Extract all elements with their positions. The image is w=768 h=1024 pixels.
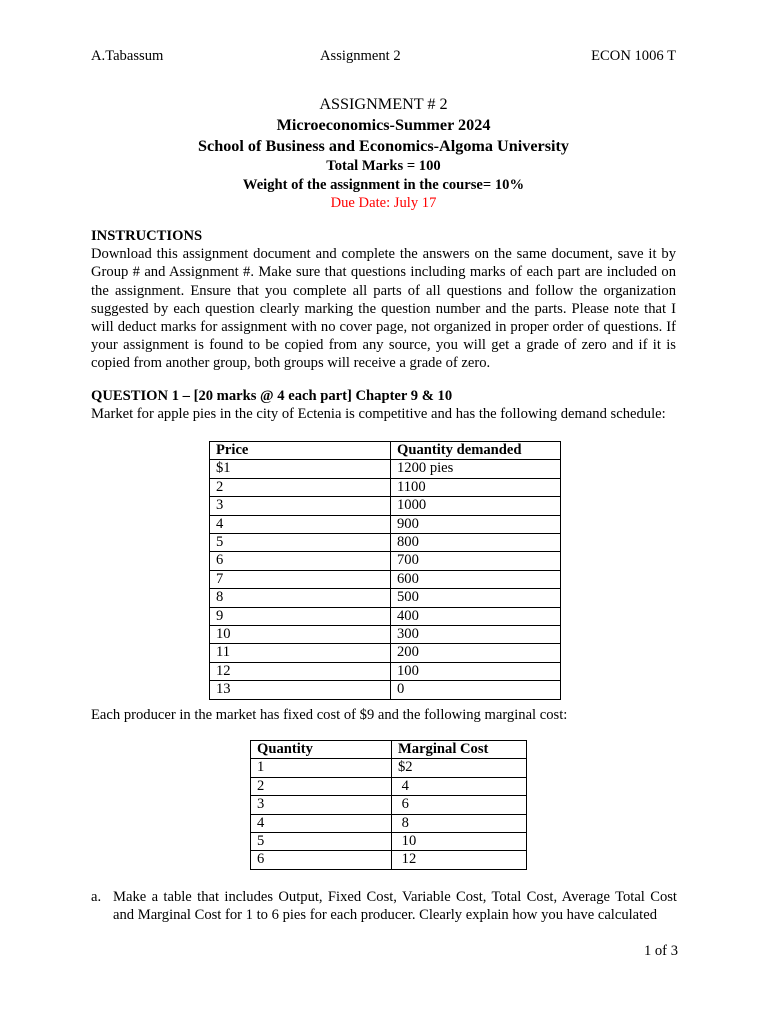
table-cell: 4 — [210, 515, 391, 533]
table-cell: 5 — [251, 833, 392, 851]
table-row — [210, 515, 561, 533]
table-cell: 9 — [210, 607, 391, 625]
table-cell: 6 — [210, 552, 391, 570]
table-cell: 6 — [392, 796, 527, 814]
instructions-heading: INSTRUCTIONS — [91, 228, 203, 244]
header-author: A.Tabassum — [91, 48, 164, 64]
table-cell: 6 — [251, 851, 392, 869]
part-text: Make a table that includes Output, Fixed Cost, Variable Cost, Total Cost, Average Total Cost and Marginal Cost for 1 to 6 pies for each producer. Clearly explain how you have calculated — [113, 889, 677, 924]
table-cell: 1 — [251, 759, 392, 777]
header-course: ECON 1006 T — [591, 48, 676, 64]
table-row — [251, 814, 527, 832]
assignment-weight: Weight of the assignment in the course= 10% — [242, 176, 525, 193]
cost-intro-text: Each producer in the market has fixed cost of $9 and the following marginal cost: — [91, 707, 568, 723]
table-cell: 0 — [391, 681, 561, 699]
due-date: Due Date: July 17 — [330, 195, 437, 211]
table-cell: 10 — [210, 626, 391, 644]
table-row — [210, 589, 561, 607]
part-marker: a. — [91, 889, 102, 905]
table-cell: 200 — [391, 644, 561, 662]
table-cell: 12 — [210, 662, 391, 680]
table-row — [210, 681, 561, 699]
table-header-row — [210, 442, 561, 460]
table-cell: 500 — [391, 589, 561, 607]
table-cell: 3 — [210, 497, 391, 515]
table-cell: $1 — [210, 460, 391, 478]
table-row — [251, 833, 527, 851]
table-row — [210, 460, 561, 478]
table-cell: 2 — [210, 478, 391, 496]
question-1-heading: QUESTION 1 – [20 marks @ 4 each part] Chapter 9 & 10 — [91, 388, 453, 404]
table-cell: 3 — [251, 796, 392, 814]
page-header — [91, 47, 676, 67]
table-row — [210, 607, 561, 625]
table-row — [210, 478, 561, 496]
question-1-parts — [91, 888, 677, 924]
total-marks: Total Marks = 100 — [326, 158, 441, 174]
table-cell: 1000 — [391, 497, 561, 515]
title-block — [91, 94, 676, 213]
table-header-row — [251, 741, 527, 759]
table-row — [210, 552, 561, 570]
table-row — [251, 796, 527, 814]
course-title: Microeconomics-Summer 2024 — [276, 116, 491, 134]
table-row — [251, 759, 527, 777]
table-row — [210, 534, 561, 552]
table-cell: 5 — [210, 534, 391, 552]
table-cell: 8 — [210, 589, 391, 607]
instructions-section — [91, 227, 676, 373]
table-cell: 10 — [392, 833, 527, 851]
table-cell: 7 — [210, 570, 391, 588]
table-cell: 4 — [251, 814, 392, 832]
table-cell: 1100 — [391, 478, 561, 496]
header-assignment: Assignment 2 — [320, 48, 401, 64]
table-cell: 13 — [210, 681, 391, 699]
table-cell: $2 — [392, 759, 527, 777]
instructions-text: Download this assignment document and complete the answers on the same document, save it by Group # and Assignment #. Make sure that questions including marks of each part are included on the assignment. Ensure that you complete all parts of all questions and follow the organization suggested by each question clearly marking the question number and the parts. Please note that I will deduct marks for assignment with no cover page, not organized in proper order of questions. If your assignment is found to be copied from any source, you will get a grade of zero and if it is copied from another group, both groups will receive a grade of zero. — [91, 246, 676, 372]
table-cell: 2 — [251, 777, 392, 795]
question-1-text: Market for apple pies in the city of Ectenia is competitive and has the following demand schedule: — [91, 406, 666, 423]
table-cell: 8 — [392, 814, 527, 832]
question-1-intro — [91, 387, 676, 423]
column-header-price: Price — [210, 442, 391, 460]
column-header-quantity: Quantity — [251, 741, 392, 759]
table-cell: 400 — [391, 607, 561, 625]
table-cell: 800 — [391, 534, 561, 552]
table-row — [210, 626, 561, 644]
column-header-marginal-cost: Marginal Cost — [392, 741, 527, 759]
table-row — [210, 662, 561, 680]
demand-schedule-table — [209, 441, 561, 700]
table-cell: 11 — [210, 644, 391, 662]
table-cell: 1200 pies — [391, 460, 561, 478]
marginal-cost-table — [250, 740, 527, 870]
assignment-title: ASSIGNMENT # 2 — [319, 95, 448, 113]
table-cell: 12 — [392, 851, 527, 869]
school-title: School of Business and Economics-Algoma University — [198, 137, 569, 155]
question-part — [91, 888, 677, 924]
table-row — [210, 570, 561, 588]
table-cell: 100 — [391, 662, 561, 680]
table-row — [251, 851, 527, 869]
page-number: 1 of 3 — [643, 943, 678, 959]
table-cell: 900 — [391, 515, 561, 533]
table-cell: 600 — [391, 570, 561, 588]
column-header-quantity-demanded: Quantity demanded — [391, 442, 561, 460]
table-row — [251, 777, 527, 795]
table-row — [210, 497, 561, 515]
table-row — [210, 644, 561, 662]
table-cell: 700 — [391, 552, 561, 570]
table-cell: 4 — [392, 777, 527, 795]
table-cell: 300 — [391, 626, 561, 644]
